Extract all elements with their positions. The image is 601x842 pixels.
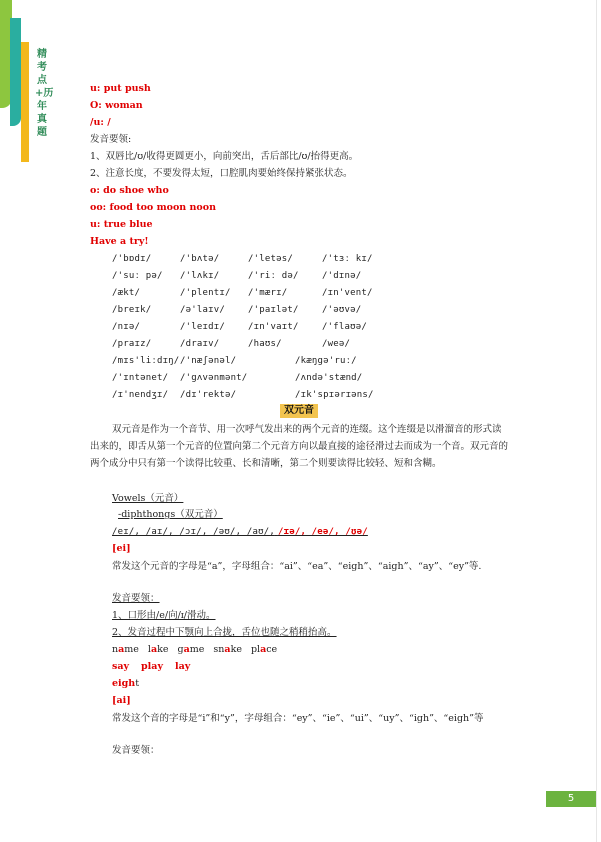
word-highlight: eigh bbox=[112, 678, 136, 689]
tip-line: 2、注意长度，不要发得太短，口腔肌肉要始终保持紧张状态。 bbox=[90, 168, 353, 179]
example-line: O: woman bbox=[90, 100, 143, 111]
ipa-item: /kæŋgə'ruː/ bbox=[295, 356, 357, 366]
diphthong-intro: 双元音是作为一个音节、用一次呼气发出来的两个元音的连缀。这个连缀是以滑溜音的形式读出来的，即舌从第一个元音的位置向第二个元音方向以最直接的途径滑过去而成为一个音。双元音的两个成分中只有第一个读得比较重、长和清晰，第二个则要读得比较轻、短和含糊。 bbox=[90, 424, 509, 469]
ipa-item: /'dɪnə/ bbox=[322, 271, 362, 281]
example-word: name bbox=[112, 644, 139, 655]
ipa-item: /'næʃənəl/ bbox=[180, 356, 237, 366]
ipa-item: /'letəs/ bbox=[248, 254, 293, 264]
ipa-item: /'mærɪ/ bbox=[248, 288, 288, 298]
ipa-item: /haʊs/ bbox=[248, 339, 282, 349]
phoneme-label: /u: / bbox=[90, 117, 111, 128]
ipa-item: /'lʌkɪ/ bbox=[180, 271, 220, 281]
ipa-item: /weə/ bbox=[322, 339, 351, 349]
side-title: 精考点+历年真题 bbox=[35, 49, 54, 138]
example-line: o: do shoe who bbox=[90, 185, 169, 196]
tip-line: 2、发音过程中下颚向上合拢，舌位也随之稍稍抬高。 bbox=[112, 627, 337, 638]
ipa-item: /'tɜː kɪ/ bbox=[322, 254, 373, 264]
example-word: lake bbox=[147, 644, 169, 655]
ei-description: 常发这个元音的字母是“a”，字母组合：“ai”、“ea”、“eigh”、“aigh”、“ay”、“ey”等. bbox=[112, 561, 482, 572]
ipa-item: /ɪn'vent/ bbox=[322, 288, 373, 298]
example-word: say bbox=[112, 661, 130, 672]
ipa-item: /'gʌvənmənt/ bbox=[180, 373, 248, 383]
diphthong-list-red: /ɪə/, /eə/, /ʊə/ bbox=[277, 527, 368, 537]
ipa-item: /'əʊvə/ bbox=[322, 305, 362, 315]
example-line: u: put push bbox=[90, 83, 151, 94]
tips-label: 发音要领: bbox=[90, 134, 132, 145]
ipa-item: /'ɪntənet/ bbox=[112, 373, 169, 383]
ipa-item: /ɪk'spɪərɪəns/ bbox=[295, 390, 374, 400]
ipa-item: /'suː pə/ bbox=[112, 271, 163, 281]
ipa-item: /'riː də/ bbox=[248, 271, 299, 281]
word-rest: t bbox=[135, 678, 140, 689]
phoneme-ai: [ai] bbox=[112, 695, 131, 706]
ipa-item: /'bʌtə/ bbox=[180, 254, 220, 264]
diphthong-list bbox=[112, 525, 368, 539]
example-line: oo: food too moon noon bbox=[90, 202, 216, 213]
example-word: snake bbox=[213, 644, 242, 655]
ipa-item: /ækt/ bbox=[112, 288, 141, 298]
ipa-item: /ə'laɪv/ bbox=[180, 305, 225, 315]
ei-words-row3 bbox=[112, 677, 139, 691]
diphthong-list-black: /eɪ/, /aɪ/, /ɔɪ/, /əʊ/, /aʊ/, bbox=[112, 527, 275, 537]
ipa-item: /'paɪlət/ bbox=[248, 305, 299, 315]
example-line: u: true blue bbox=[90, 219, 153, 230]
page-number: 5 bbox=[546, 791, 596, 807]
tips-label: 发音要领： bbox=[112, 745, 160, 756]
example-word: place bbox=[250, 644, 278, 655]
ei-words-row1 bbox=[112, 643, 286, 657]
teal-bar bbox=[10, 18, 21, 126]
ei-words-row2 bbox=[112, 660, 202, 674]
yellow-bar bbox=[21, 42, 29, 162]
ipa-item: /ʌndə'stænd/ bbox=[295, 373, 363, 383]
ai-description: 常发这个音的字母是“i”和“y”，字母组合：“ey”、“ie”、“ui”、“uy”、“igh”、“eigh”等 bbox=[112, 713, 484, 724]
ipa-item: /praɪz/ bbox=[112, 339, 152, 349]
ipa-item: /'flaʊə/ bbox=[322, 322, 367, 332]
ipa-item: /ɪ'nendʒɪ/ bbox=[112, 390, 169, 400]
tips-label: 发音要领： bbox=[112, 593, 160, 604]
right-border bbox=[596, 0, 597, 842]
ipa-item: /'leɪdɪ/ bbox=[180, 322, 225, 332]
tip-line: 1、口形由/e/向/ɪ/滑动。 bbox=[112, 610, 216, 621]
example-word: lay bbox=[174, 661, 191, 672]
ipa-item: /breɪk/ bbox=[112, 305, 152, 315]
ipa-item: /mɪs'liːdɪŋ/ bbox=[112, 356, 180, 366]
ipa-item: /'bɒdɪ/ bbox=[112, 254, 152, 264]
example-word: game bbox=[177, 644, 205, 655]
ipa-item: /'plentɪ/ bbox=[180, 288, 231, 298]
ipa-item: /draɪv/ bbox=[180, 339, 220, 349]
tip-line: 1、双唇比/ʊ/收得更圆更小，向前突出，舌后部比/ʊ/抬得更高。 bbox=[90, 151, 359, 162]
diphthongs-label: -diphthongs（双元音） bbox=[118, 509, 223, 520]
ipa-item: /dɪ'rektə/ bbox=[180, 390, 237, 400]
vowels-label: Vowels（元音） bbox=[112, 493, 184, 504]
section-heading: 双元音 bbox=[280, 404, 318, 418]
example-word: play bbox=[141, 661, 163, 672]
ipa-item: /ɪn'vaɪt/ bbox=[248, 322, 299, 332]
ipa-item: /nɪə/ bbox=[112, 322, 141, 332]
exercise-heading: Have a try! bbox=[90, 236, 149, 247]
phoneme-ei: [ei] bbox=[112, 543, 131, 554]
